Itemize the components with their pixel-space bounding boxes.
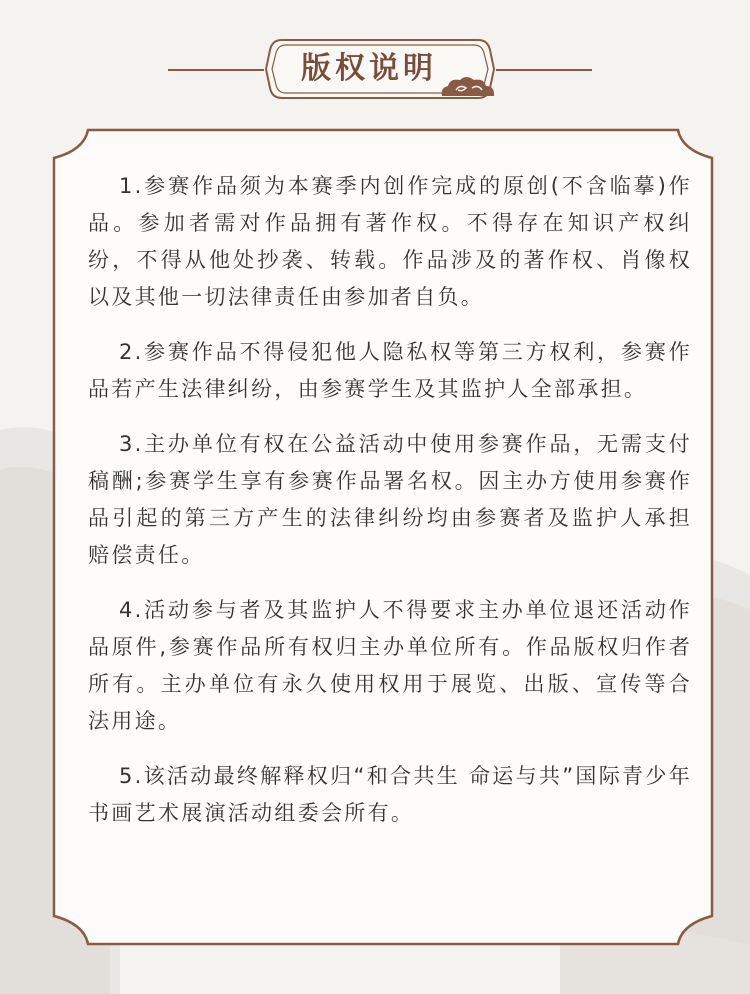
copyright-terms [88,168,692,850]
page-title: 版权说明 [301,51,437,86]
header-divider-right [496,69,592,71]
header-divider-left [168,69,264,71]
term-paragraph-5: 5.该活动最终解释权归“和合共生 命运与共”国际青少年书画艺术展演活动组委会所有。 [88,764,692,825]
term-paragraph-4: 4.活动参与者及其监护人不得要求主办单位退还活动作品原件,参赛作品所有权归主办单位所有。作品版权归作者所有。主办单位有永久使用权用于展览、出版、宣传等合法用途。 [88,598,692,733]
header [0,36,750,102]
auspicious-cloud-icon [438,74,498,100]
term-paragraph-3: 3.主办单位有权在公益活动中使用参赛作品，无需支付稿酬;参赛学生享有参赛作品署名权。因主办方使用参赛作品引起的第三方产生的法律纠纷均由参赛者及监护人承担赔偿责任。 [88,432,692,567]
term-paragraph-1: 1.参赛作品须为本赛季内创作完成的原创(不含临摹)作品。参加者需对作品拥有著作权。不得存在知识产权纠纷，不得从他处抄袭、转载。作品涉及的著作权、肖像权以及其他一切法律责任由参加者自负。 [88,174,692,309]
term-paragraph-2: 2.参赛作品不得侵犯他人隐私权等第三方权利，参赛作品若产生法律纠纷，由参赛学生及其监护人全部承担。 [88,340,692,401]
